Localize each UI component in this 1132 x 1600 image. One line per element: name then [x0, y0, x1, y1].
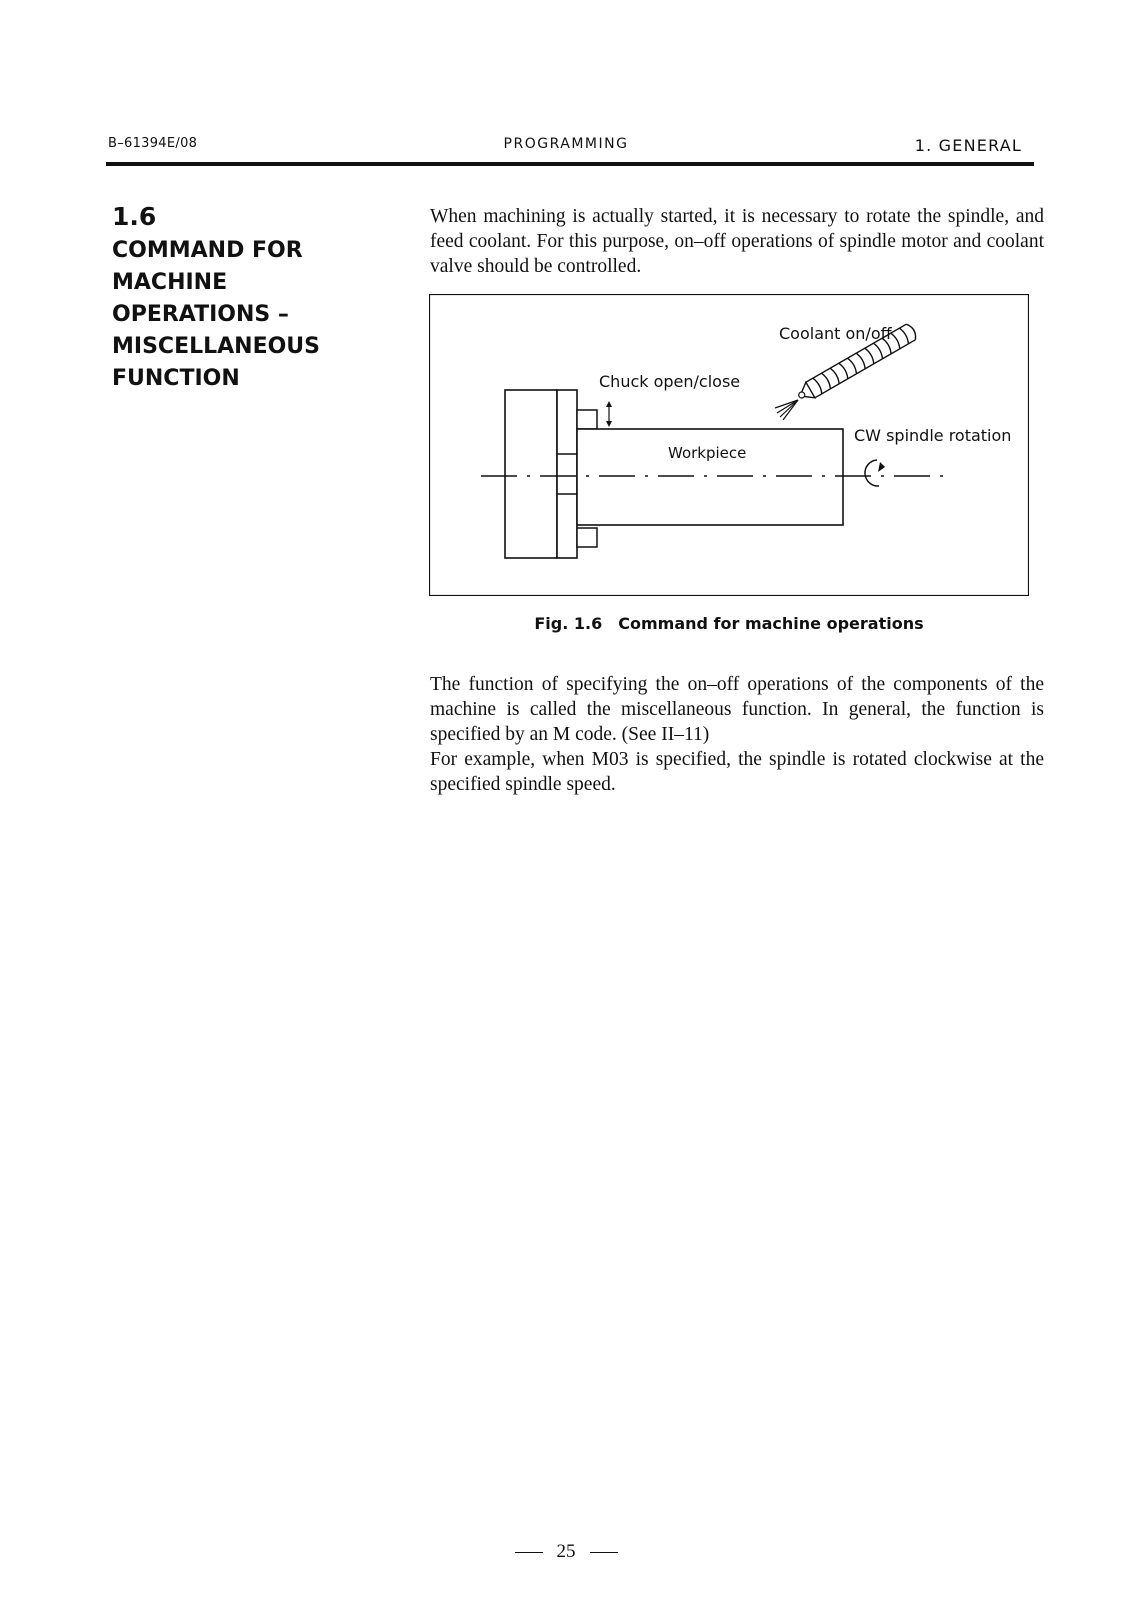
body-paragraph [430, 672, 1044, 797]
cw-rotation-icon [865, 460, 885, 486]
section-title-line: MISCELLANEOUS [112, 334, 321, 359]
section-number: 1.6 [112, 202, 157, 231]
figure-caption-number: Fig. 1.6 [534, 614, 603, 633]
section-title-line: OPERATIONS – [112, 302, 289, 327]
section-title [112, 235, 320, 395]
section-title-line: MACHINE [112, 270, 228, 295]
footer-dash [590, 1552, 618, 1553]
chuck-body [505, 390, 557, 558]
chuck-label: Chuck open/close [599, 372, 741, 391]
header-chapter: 1. GENERAL [914, 136, 1022, 155]
header-rule [106, 162, 1034, 166]
machine-diagram [429, 294, 1029, 596]
chuck-plate [557, 390, 577, 558]
footer-dash [515, 1552, 543, 1553]
chuck-jaw-top [577, 410, 597, 429]
page-footer [0, 1541, 1132, 1563]
workpiece-label: Workpiece [668, 444, 747, 462]
figure-caption-text: Command for machine operations [618, 614, 924, 633]
header-section: PROGRAMMING [503, 136, 629, 152]
figure-caption [429, 614, 1029, 633]
section-title-line: COMMAND FOR [112, 238, 303, 263]
section-title-line: FUNCTION [112, 366, 240, 391]
body-paragraph-line: For example, when M03 is specified, the spindle is rotated clockwise at the specified spindle speed. [430, 749, 1044, 795]
machine-operations-figure [429, 294, 1029, 596]
coolant-label: Coolant on/off [779, 324, 892, 343]
spindle-label: CW spindle rotation [854, 426, 1012, 445]
body-paragraph-line: The function of specifying the on–off operations of the components of the machine is called the miscellaneous function. In general, the function is specified by an M code. (See II–11) [430, 674, 1044, 745]
chuck-jaw-bottom [577, 528, 597, 547]
header-doc-number: B–61394E/08 [108, 136, 198, 151]
coolant-spray-icon [775, 400, 798, 420]
page-number: 25 [556, 1541, 576, 1562]
chuck-arrow-icon [606, 401, 612, 427]
intro-paragraph: When machining is actually started, it is necessary to rotate the spindle, and feed coolant. For this purpose, on–off operations of spindle motor and coolant valve should be controlled. [430, 206, 1044, 277]
